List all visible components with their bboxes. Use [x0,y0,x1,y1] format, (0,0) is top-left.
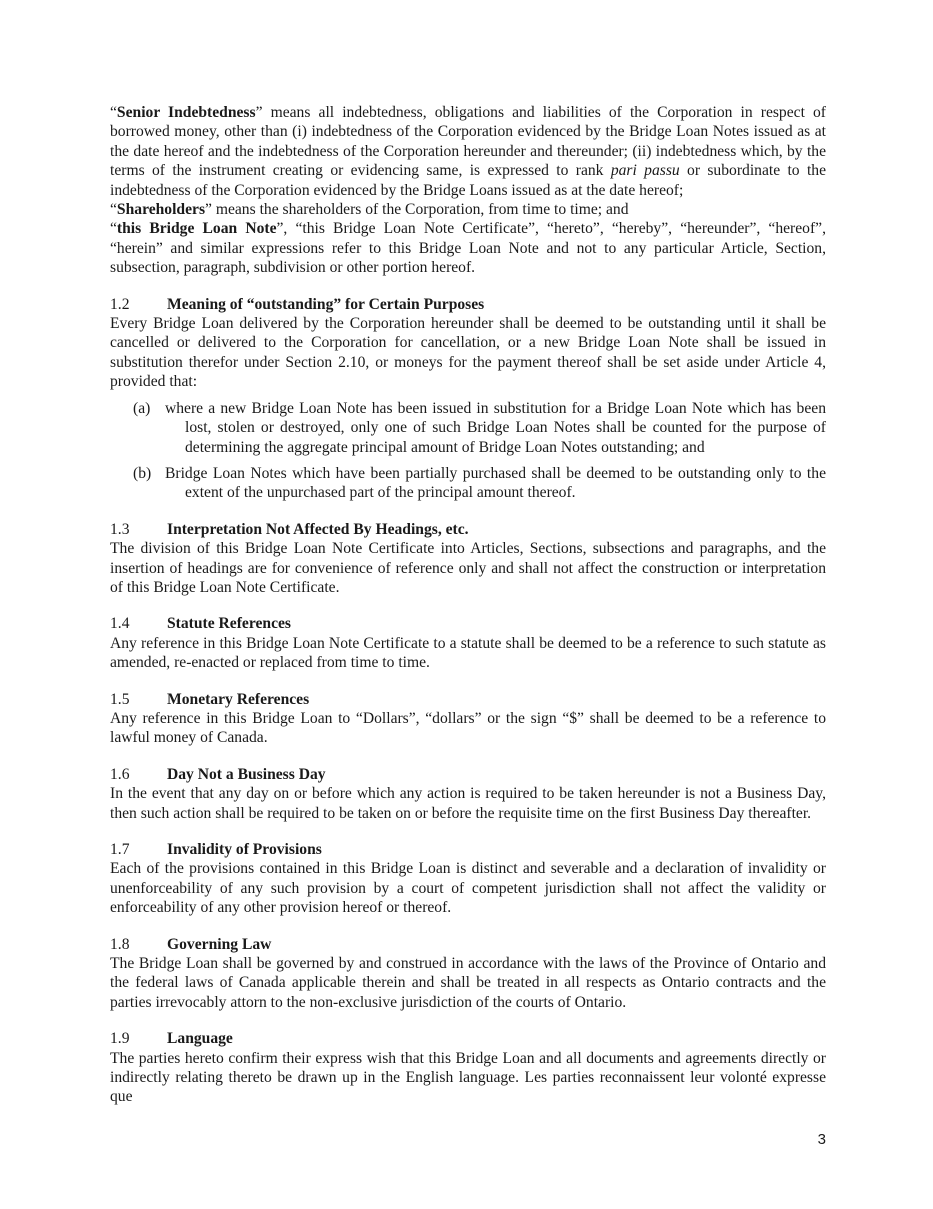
section-heading [110,1029,826,1048]
section-number: 1.8 [110,935,130,953]
section-body: Any reference in this Bridge Loan Note Certificate to a statute shall be deemed to be a reference to such statute as amended, re-enacted or replaced from time to time. [110,634,826,672]
list-item-marker: (a) [133,399,151,417]
section-body: The parties hereto confirm their express wish that this Bridge Loan and all documents and agreements directly or indirectly relating thereto be drawn up in the English language. Les parties reconnaissent leur volonté expresse que [110,1049,826,1106]
section-title: Interpretation Not Affected By Headings, etc. [167,520,469,538]
page-number: 3 [817,1131,826,1148]
section-1-8 [110,935,826,1013]
section-title: Governing Law [167,935,272,953]
section-number: 1.6 [110,765,130,783]
definition-paragraph-senior-indebtedness: “Senior Indebtedness” means all indebtedness, obligations and liabilities of the Corporation in respect of borrowed money, other than (i) indebtedness of the Corporation evidenced by the Bridge Loan Notes issued as at the date hereof and the indebtedness of the Corporation hereunder and thereunder; (ii) indebtedness which, by the terms of the instrument creating or evidencing same, is expressed to rank pari passu or subordinate to the indebtedness of the Corporation evidenced by the Bridge Loans issued as at the date hereof; [110,104,826,199]
section-heading [110,520,826,539]
definition-paragraph-this-bridge-loan-note: “this Bridge Loan Note”, “this Bridge Loan Note Certificate”, “hereto”, “hereby”, “hereunder”, “hereof”, “herein” and similar expressions refer to this Bridge Loan Note and not to any particular Article, Section, subsection, paragraph, subdivision or other portion hereof. [110,220,826,277]
document-content [110,103,826,1107]
section-heading [110,935,826,954]
definition-paragraph-shareholders: “Shareholders” means the shareholders of the Corporation, from time to time; and [110,201,629,219]
section-1-9 [110,1029,826,1107]
section-body: The division of this Bridge Loan Note Certificate into Articles, Sections, subsections and paragraphs, and the insertion of headings are for convenience of reference only and shall not affect the construction or interpretation of this Bridge Loan Note Certificate. [110,540,826,596]
section-body: Every Bridge Loan delivered by the Corporation hereunder shall be deemed to be outstanding until it shall be cancelled or delivered to the Corporation for cancellation, or a new Bridge Loan Note shall be issued in substitution therefor under Section 2.10, or moneys for the payment thereof shall be set aside under Article 4, provided that: [110,315,826,391]
section-1-4 [110,614,826,672]
section-heading [110,840,826,859]
section-body: In the event that any day on or before which any action is required to be taken hereunder is not a Business Day, then such action shall be required to be taken on or before the requisite time on the first Business Day thereafter. [110,785,826,822]
section-body: The Bridge Loan shall be governed by and construed in accordance with the laws of the Province of Ontario and the federal laws of Canada applicable therein and shall be treated in all respects as Ontario contracts and the parties irrevocably attorn to the non-exclusive jurisdiction of the courts of Ontario. [110,955,826,1011]
section-1-5 [110,690,826,748]
section-number: 1.4 [110,615,130,633]
section-heading [110,765,826,784]
section-heading [110,614,826,633]
list-item-b [110,464,826,503]
section-title: Language [167,1030,233,1048]
list-item-text: Bridge Loan Notes which have been partially purchased shall be deemed to be outstanding only to the extent of the unpurchased part of the principal amount thereof. [165,464,826,502]
section-number: 1.3 [110,520,130,538]
section-body: Each of the provisions contained in this Bridge Loan is distinct and severable and a declaration of invalidity or unenforceability of any such provision by a court of competent jurisdiction shall not affect the validity or enforceability of any other provision hereof or thereof. [110,860,826,917]
section-1-2 [110,295,826,503]
section-title: Meaning of “outstanding” for Certain Purposes [167,295,485,313]
section-number: 1.9 [110,1030,130,1048]
section-title: Monetary References [167,690,310,708]
section-1-6 [110,765,826,823]
section-list [110,399,826,503]
section-title: Day Not a Business Day [167,765,326,783]
section-1-3 [110,520,826,598]
section-1-7 [110,840,826,918]
section-number: 1.5 [110,690,130,708]
section-body: Any reference in this Bridge Loan to “Dollars”, “dollars” or the sign “$” shall be deemed to be a reference to lawful money of Canada. [110,709,826,747]
section-heading [110,690,826,709]
list-item-marker: (b) [133,464,152,482]
section-number: 1.2 [110,295,130,313]
section-title: Statute References [167,615,291,633]
section-title: Invalidity of Provisions [167,841,322,858]
list-item-a [110,399,826,457]
section-heading [110,295,826,314]
list-item-text: where a new Bridge Loan Note has been issued in substitution for a Bridge Loan Note which has been lost, stolen or destroyed, only one of such Bridge Loan Notes shall be counted for the purpose of determining the aggregate principal amount of Bridge Loan Notes outstanding; and [165,399,826,456]
section-number: 1.7 [110,841,130,858]
